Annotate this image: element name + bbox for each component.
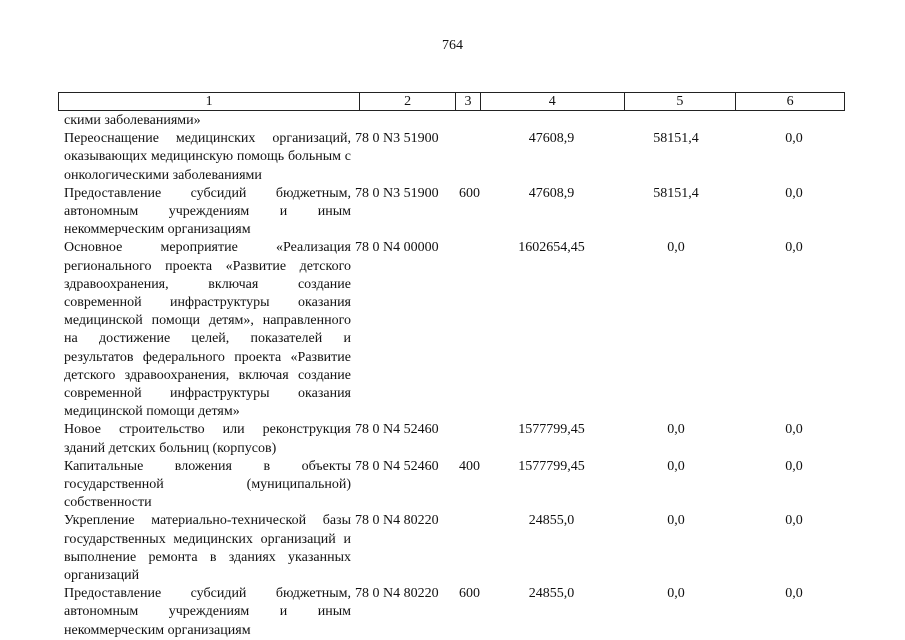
row-vr: 400 [459,458,480,474]
row-value-6: 0,0 [785,240,803,256]
table-body [64,112,854,640]
row-vr: 600 [459,185,480,201]
header-col-1: 1 [59,93,360,110]
row-name: скими заболеваниями» [64,113,201,128]
row-value-6: 0,0 [785,131,803,147]
row-name: Предоставление субсидий бюджетным, автономным учреждениям и иным некоммерческим организациям [64,185,351,238]
row-name: Новое строительство или реконструкция зданий детских больниц (корпусов) [64,422,351,456]
table-row [64,585,854,640]
row-value-6: 0,0 [785,586,803,602]
row-code: 78 0 N4 80220 [355,586,439,602]
row-value-4: 1577799,45 [518,422,585,438]
row-value-5: 0,0 [667,422,685,438]
row-code: 78 0 N4 52460 [355,458,439,474]
row-name: Капитальные вложения в объекты государственной (муниципальной) собственности [64,458,351,511]
row-name: Укрепление материально-технической базы государственных медицинских организаций и выполнение ремонта в зданиях указанных организаций [64,513,351,584]
row-value-5: 0,0 [667,240,685,256]
row-value-6: 0,0 [785,185,803,201]
row-value-4: 47608,9 [528,185,575,201]
row-value-6: 0,0 [785,422,803,438]
header-col-6: 6 [786,94,794,109]
table-row [64,112,854,130]
row-value-4: 1577799,45 [518,458,585,474]
table-row [64,185,854,240]
row-name: Переоснащение медицинских организаций, оказывающих медицинскую помощь больным с онкологическими заболеваниями [64,131,351,183]
row-value-6: 0,0 [785,458,803,474]
header-col-5: 5 [625,93,737,110]
row-name: Основное мероприятие «Реализация регионального проекта «Развитие детского здравоохранения, включая создание современной инфраструктуры оказания медицинской помощи детям», направленного на достижение целей, показателей и результатов федерального проекта «Развитие детского здравоохранения, включая создание современной инфраструктуры оказания медицинской помощи детям» [64,240,351,420]
row-name: Предоставление субсидий бюджетным, автономным учреждениям и иным некоммерческим организациям [64,586,351,638]
row-value-5: 58151,4 [653,185,699,201]
row-code: 78 0 N4 80220 [355,513,439,529]
row-value-4: 24855,0 [528,513,575,529]
row-value-5: 0,0 [667,513,685,529]
row-value-4: 1602654,45 [518,240,585,256]
row-value-4: 47608,9 [528,131,575,147]
row-code: 78 0 N3 51900 [355,131,439,147]
table-row [64,421,854,457]
header-col-4: 4 [481,93,625,110]
table-row [64,130,854,185]
table-row [64,458,854,513]
table-header [58,92,845,111]
table-row [64,512,854,585]
row-code: 78 0 N4 52460 [355,422,439,438]
row-code: 78 0 N3 51900 [355,185,439,201]
row-value-5: 58151,4 [653,131,699,147]
header-col-3: 3 [456,93,481,110]
row-vr: 600 [459,586,480,602]
row-value-4: 24855,0 [528,586,575,602]
table-row [64,239,854,421]
row-value-5: 0,0 [667,586,685,602]
row-value-5: 0,0 [667,458,685,474]
row-value-6: 0,0 [785,513,803,529]
page-number: 764 [442,38,463,53]
row-code: 78 0 N4 00000 [355,240,439,256]
header-col-2: 2 [360,93,456,110]
